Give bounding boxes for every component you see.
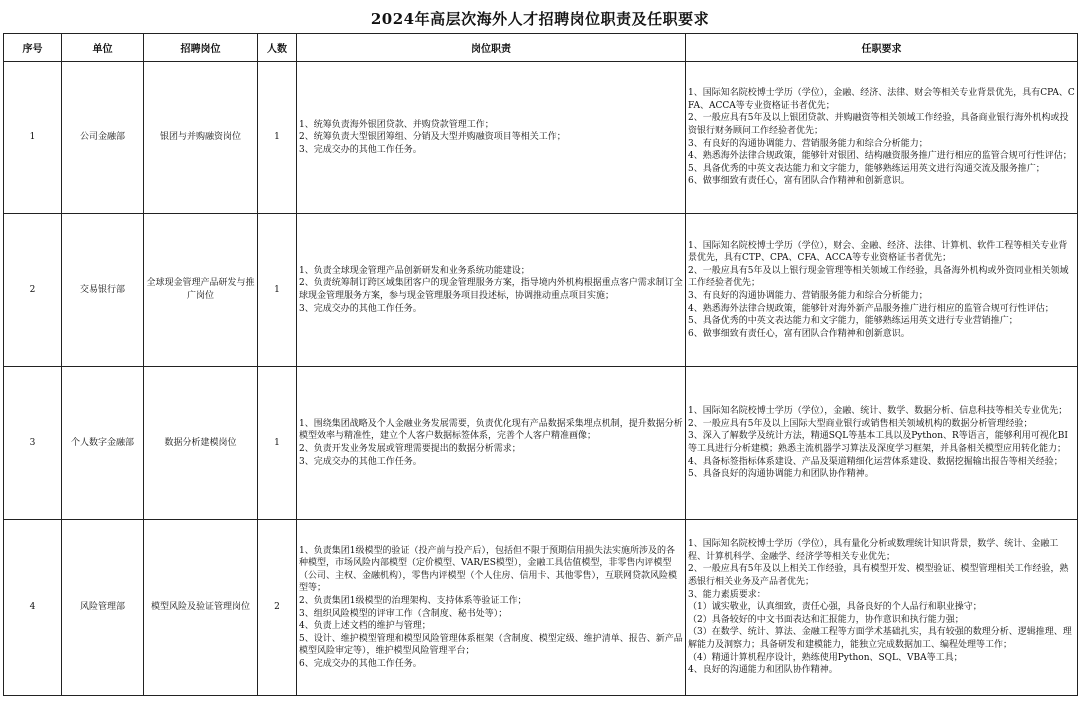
- row-no: 3: [4, 367, 62, 520]
- requirement-line: 4、具备标签指标体系建设、产品及渠道精细化运营体系建设、数据挖掘输出报告等相关经验；: [688, 456, 1063, 467]
- row-requirements: [686, 62, 1078, 214]
- requirement-line: （1）诚实敬业，认真细致，责任心强，具备良好的个人品行和职业操守；: [688, 602, 982, 613]
- requirement-line: 4、熟悉海外法律合规政策，能够针对银团、结构融资服务推广进行相应的监管合规可行性评估；: [688, 151, 1072, 162]
- requirement-line: 1、国际知名院校博士学历（学位），金融、统计、数学、数据分析、信息科技等相关专业优先；: [688, 406, 1068, 417]
- table-row: [4, 520, 1078, 696]
- duty-line: 3、组织风险模型的评审工作（含制度、秘书处等）；: [299, 608, 508, 619]
- row-count: 1: [258, 367, 297, 520]
- header-requirements: 任职要求: [686, 34, 1078, 62]
- requirement-line: 5、具备优秀的中英文表达能力和文字能力，能够熟练运用英文进行专业营销推广；: [688, 316, 1018, 327]
- duty-line: 2、负责开发业务发展或管理需要提出的数据分析需求；: [299, 444, 521, 454]
- duty-line: 3、完成交办的其他工作任务。: [299, 456, 422, 467]
- row-unit: 交易银行部: [62, 214, 144, 367]
- row-requirements: [686, 214, 1078, 367]
- page-title: 2024年高层次海外人才招聘岗位职责及任职要求: [370, 10, 710, 28]
- row-requirements: [686, 367, 1078, 520]
- duty-line: 2、统筹负责大型银团筹组、分销及大型并购融资项目等相关工作；: [299, 132, 566, 143]
- duty-line: 5、设计、维护模型管理和模型风险管理体系框架（含制度、模型定级、维护清单、报告、新产品模型风险审定等），维护模型风险管理平台；: [299, 633, 683, 657]
- requirement-line: 2、一般应具有5年及以上相关工作经验，具有模型开发、模型验证、模型管理相关工作经验，熟悉银行相关业务及产品者优先；: [688, 564, 1069, 588]
- requirement-line: 2、一般应具有5年及以上银行现金管理等相关领域工作经验，具备海外机构或外资同业相关领域工作经验者优先；: [688, 265, 1069, 289]
- duty-line: 6、完成交办的其他工作任务。: [299, 658, 422, 669]
- row-no: 2: [4, 214, 62, 367]
- header-no: 序号: [4, 34, 62, 62]
- requirement-line: 1、国际知名院校博士学历（学位），具有量化分析或数理统计知识背景，数学、统计、金融工程、计算机科学、金融学、经济学等相关专业优先；: [688, 539, 1059, 562]
- requirement-line: 6、做事细致有责任心，富有团队合作精神和创新意识。: [688, 176, 910, 187]
- duty-line: 2、负责集团1级模型的治理架构、支持体系等验证工作；: [299, 595, 527, 606]
- header-unit: 单位: [62, 34, 144, 62]
- table-header-row: [4, 34, 1078, 62]
- row-duties: [297, 520, 686, 696]
- requirement-line: 1、国际知名院校博士学历（学位），财会、金融、经济、法律、计算机、软件工程等相关专业背景优先，具有CTP、CPA、CFA、ACCA等专业资格证书者优先；: [688, 240, 1068, 264]
- requirement-line: 6、做事细致有责任心，富有团队合作精神和创新意识。: [688, 328, 910, 339]
- table-row: [4, 62, 1078, 214]
- duty-line: 3、完成交办的其他工作任务。: [299, 144, 422, 155]
- row-position: 模型风险及验证管理岗位: [144, 520, 258, 696]
- requirement-line: （3）在数学、统计、算法、金融工程等方面学术基础扎实，具有较强的数理分析、逻辑推理、理解能力及洞察力；具备研发和建模能力，能独立完成数据加工、编程处理等工作；: [688, 627, 1072, 650]
- duty-line: 1、统筹负责海外银团贷款、并购贷款管理工作；: [299, 119, 494, 130]
- requirement-line: 3、有良好的沟通协调能力、营销服务能力和综合分析能力；: [688, 291, 928, 301]
- row-position: 全球现金管理产品研发与推广岗位: [144, 214, 258, 367]
- row-duties: [297, 214, 686, 367]
- requirement-line: （4）精通计算机程序设计，熟练使用Python、SQL、VBA等工具；: [688, 652, 963, 663]
- duty-line: 1、负责全球现金管理产品创新研发和业务系统功能建设；: [299, 265, 530, 276]
- row-requirements: [686, 520, 1078, 696]
- row-unit: 个人数字金融部: [62, 367, 144, 520]
- duty-line: 1、负责集团1级模型的验证（投产前与投产后），包括但不限于预期信用损失法实施所涉及的各种模型，市场风险内部模型（定价模型、VAR/ES模型），金融工具估值模型，非零售内评模型（公司、主权、金融机构），零售内评模型（个人住房、信用卡、其他零售），互联网贷款风险模型等；: [299, 545, 678, 594]
- row-duties: [297, 367, 686, 520]
- recruitment-table: [3, 33, 1078, 696]
- requirement-line: 2、一般应具有5年及以上银团贷款、并购融资等相关领域工作经验，具备商业银行海外机构或投资银行财务顾问工作经验者优先；: [688, 113, 1069, 136]
- row-no: 1: [4, 62, 62, 214]
- header-count: 人数: [258, 34, 297, 62]
- duty-line: 4、负责上述文档的维护与管理；: [299, 621, 431, 632]
- row-unit: 风险管理部: [62, 520, 144, 696]
- requirement-line: 3、能力素质要求：: [688, 589, 766, 600]
- table-row: [4, 367, 1078, 520]
- row-count: 2: [258, 520, 297, 696]
- row-duties: [297, 62, 686, 214]
- requirement-line: 5、具备优秀的中英文表达能力和文字能力，能够熟练运用英文进行沟通交流及服务推广；: [688, 163, 1045, 174]
- requirement-line: 3、深入了解数学及统计方法，精通SQL等基本工具以及Python、R等语言，能够利用可视化BI等工具进行分析建模；熟悉主流机器学习算法及深度学习框架，并具备相关模型应用转化能力；: [688, 431, 1068, 454]
- header-duties: 岗位职责: [297, 34, 686, 62]
- row-position: 银团与并购融资岗位: [144, 62, 258, 214]
- duty-line: 2、负责统筹制订跨区域集团客户的现金管理服务方案，指导境内外机构根据重点客户需求制订全球现金管理服务方案，参与现金管理服务项目投述标，协调推动重点项目实施；: [299, 278, 683, 301]
- row-position: 数据分析建模岗位: [144, 367, 258, 520]
- requirement-line: 2、一般应具有5年及以上国际大型商业银行或销售相关领域机构的数据分析管理经验；: [688, 418, 1033, 429]
- requirement-line: 3、有良好的沟通协调能力、营销服务能力和综合分析能力；: [688, 138, 928, 149]
- table-row: [4, 214, 1078, 367]
- duty-line: 3、完成交办的其他工作任务。: [299, 303, 422, 314]
- requirement-line: （2）具备较好的中文书面表达和汇报能力，协作意识和执行能力强；: [688, 614, 964, 625]
- requirement-line: 1、国际知名院校博士学历（学位），金融、经济、法律、财会等相关专业背景优先，具有CPA、CFA、ACCA等专业资格证书者优先；: [688, 88, 1075, 111]
- row-unit: 公司金融部: [62, 62, 144, 214]
- row-count: 1: [258, 62, 297, 214]
- row-no: 4: [4, 520, 62, 696]
- requirement-line: 4、熟悉海外法律合规政策，能够针对海外新产品服务推广进行相应的监管合规可行性评估；: [688, 303, 1054, 314]
- header-position: 招聘岗位: [144, 34, 258, 62]
- requirement-line: 5、具备良好的沟通协调能力和团队协作精神。: [688, 469, 874, 480]
- duty-line: 1、围绕集团战略及个人金融业务发展需要，负责优化现有产品数据采集埋点机制，提升数据分析模型效率与精准性，建立个人客户数据标签体系，完善个人客户精准画像；: [299, 418, 683, 442]
- row-count: 1: [258, 214, 297, 367]
- requirement-line: 4、良好的沟通能力和团队协作精神。: [688, 665, 838, 676]
